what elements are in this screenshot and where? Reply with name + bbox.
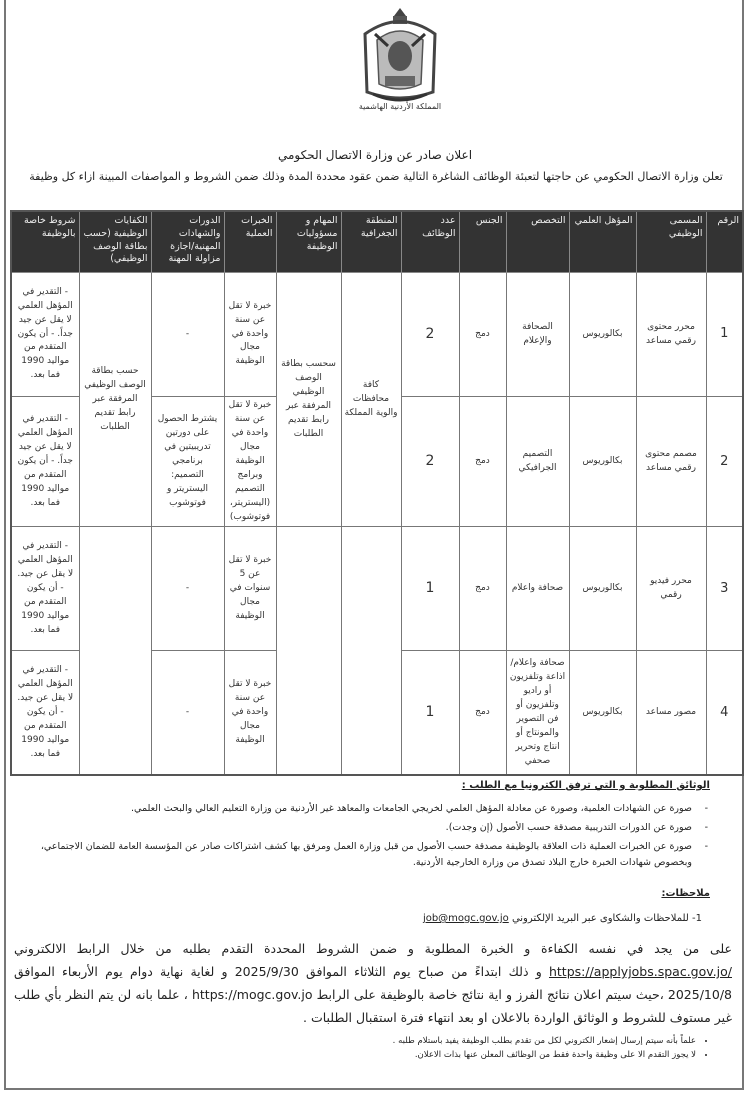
list-item: - صورة عن الشهادات العلمية، وصورة عن معادلة المؤهل العلمي لخريجي الجامعات والمعاهد غير الأردنية من وزارة التعليم العالي والبحث العلمي. [10, 801, 692, 816]
cell-qualification: بكالوريوس [569, 273, 636, 397]
header-competencies: الكفايات الوظيفية (حسب بطاقة الوصف الوظيفي) [79, 211, 151, 273]
site-link[interactable]: https://mogc.gov.jo [191, 987, 313, 1003]
cell-experience: خبرة لا تقل عن 5 سنوات في مجال الوظيفة [224, 527, 276, 651]
note-1-text: 1- للملاحظات والشكاوى عبر البريد الإلكتروني [511, 913, 702, 924]
cell-courses: - [151, 273, 224, 397]
header-qualification: المؤهل العلمي [569, 211, 636, 273]
cell-gender: دمج [459, 527, 506, 651]
header-gender: الجنس [459, 211, 506, 273]
header-courses: الدورات والشهادات المهنية/اجازة مزاولة المهنة [151, 211, 224, 273]
cell-qualification: بكالوريوس [569, 651, 636, 776]
header-experience: الخبرات العملية [224, 211, 276, 273]
application-paragraph [14, 937, 732, 1030]
header-count: عدد الوظائف [401, 211, 459, 273]
cell-region-empty [341, 527, 401, 776]
notes-bullets [10, 1036, 710, 1064]
cell-conditions: - التقدير في المؤهل العلمي لا يقل عن جيد. - أن يكون المتقدم من مواليد 1990 فما بعد. [11, 527, 79, 651]
table-row [11, 527, 743, 651]
jordan-coat-of-arms-icon [355, 4, 445, 116]
cell-tasks: سحسب بطاقة الوصف الوظيفي المرفقة عبر رابط تقديم الطلبات [276, 273, 341, 527]
cell-specialization: التصميم الجرافيكي [506, 397, 569, 527]
cell-job-title: محرر فيديو رقمي [636, 527, 706, 651]
cell-conditions: - التقدير في المؤهل العلمي لا يقل عن جيد جداً. - أن يكون المتقدم من مواليد 1990 فما بعد. [11, 397, 79, 527]
cell-gender: دمج [459, 397, 506, 527]
cell-conditions: - التقدير في المؤهل العلمي لا يقل عن جيد جداً. - أن يكون المتقدم من مواليد 1990 فما بعد. [11, 273, 79, 397]
list-item: - صورة عن الدورات التدريبية مصدقة حسب الأصول (إن وجدت). [10, 820, 692, 835]
list-item: • لا يجوز التقدم الا على وظيفة واحدة فقط من الوظائف المعلن عنها بذات الاعلان. [10, 1050, 696, 1060]
header-specialization: التخصص [506, 211, 569, 273]
announcement-subtitle: تعلن وزارة الاتصال الحكومي عن حاجتها لتعبئة الوظائف الشاغرة التالية ضمن عقود محددة المدة وذلك ضمن الشروط و المواصفات المبينة ازاء كل وظيفة [29, 170, 723, 183]
cell-specialization: صحافة واعلام [506, 527, 569, 651]
cell-competencies: حسب بطاقة الوصف الوظيفي المرفقة عبر رابط تقديم الطلبات [79, 273, 151, 527]
table-row [11, 273, 743, 397]
header-job-title: المسمى الوظيفي [636, 211, 706, 273]
logo-caption: المملكة الأردنية الهاشمية [358, 102, 442, 111]
cell-courses: - [151, 651, 224, 776]
list-item: - صورة عن الخبرات العملية ذات العلاقة بالوظيفة مصدقة حسب الأصول من قبل وزارة العمل ومرفق بها كشف اشتراكات صادر عن المؤسسة العامة للضمان الاجتماعي، وبخصوص شهادات الخبرة خارج البلاد تصدق من وزارة الخارجية الأردنية. [10, 839, 692, 869]
list-item: • علماً بأنه سيتم إرسال إشعار الكتروني لكل من تقدم بطلب الوظيفة يفيد باستلام طلبه . [10, 1036, 696, 1046]
notes-section [10, 888, 710, 930]
header-tasks: المهام و مسؤوليات الوظيفة [276, 211, 341, 273]
cell-job-title: مصمم محتوى رقمي مساعد [636, 397, 706, 527]
cell-specialization: الصحافة والإعلام [506, 273, 569, 397]
cell-number: 1 [706, 273, 743, 397]
header-conditions: شروط خاصة بالوظيفة [11, 211, 79, 273]
cell-experience: خبرة لا تقل عن سنة واحدة في مجال الوظيفة وبرامج التصميم (اليستريتر، فوتوشوب) [224, 397, 276, 527]
paragraph-text: ، علما بانه لن يتم النظر بأي طلب غير مستوف للشروط و الوثائق الواردة بالاعلان او بعد انتهاء فترة استقبال الطلبات . [14, 987, 732, 1026]
cell-count: 1 [401, 651, 459, 776]
cell-conditions: - التقدير في المؤهل العلمي لا يقل عن جيد. - أن يكون المتقدم من مواليد 1990 فما بعد. [11, 651, 79, 776]
cell-courses: - [151, 527, 224, 651]
cell-qualification: بكالوريوس [569, 397, 636, 527]
header-region: المنطقة الجغرافية [341, 211, 401, 273]
header-number: الرقم [706, 211, 743, 273]
cell-count: 2 [401, 273, 459, 397]
cell-job-title: محرر محتوى رقمي مساعد [636, 273, 706, 397]
cell-count: 1 [401, 527, 459, 651]
required-documents [10, 780, 710, 874]
cell-competencies-empty [79, 527, 151, 776]
documents-heading: الوثائق المطلوبة و التي ترفق الكترونيا مع الطلب : [461, 780, 710, 791]
paragraph-text: و ذلك ابتداءً من صباح يوم الثلاثاء الموافق 2025/9/30 و لغاية نهاية دوام يوم الأربعاء الموافق 2025/10/8 ،حيث سيتم اعلان نتائج الفرز و اية نتائج خاصة بالوظيفة على الرابط [14, 964, 732, 1003]
cell-tasks-empty [276, 527, 341, 776]
cell-gender: دمج [459, 273, 506, 397]
jobs-table [10, 210, 744, 776]
cell-specialization: صحافة واعلام/اذاعة وتلفزيون أو راديو وتلفزيون أو فن التصوير والمونتاج أو انتاج وتحرير صحفي [506, 651, 569, 776]
notes-heading: ملاحظات: [661, 888, 710, 899]
cell-number: 2 [706, 397, 743, 527]
cell-courses: يشترط الحصول على دورتين تدريبيتين في برنامجي التصميم: اليستريتر و فوتوشوب [151, 397, 224, 527]
cell-qualification: بكالوريوس [569, 527, 636, 651]
table-header-row [11, 211, 743, 273]
cell-job-title: مصور مساعد [636, 651, 706, 776]
cell-count: 2 [401, 397, 459, 527]
apply-link[interactable]: https://applyjobs.spac.gov.jo/ [548, 964, 732, 980]
paragraph-text: على من يجد في نفسه الكفاءة و الخبرة المطلوبة و ضمن الشروط المحددة التقدم بطلبه من خلال الرابط الالكتروني [14, 941, 732, 956]
note-1 [10, 913, 702, 924]
cell-experience: خبرة لا تقل عن سنة واحدة في مجال الوظيفة [224, 651, 276, 776]
cell-number: 4 [706, 651, 743, 776]
announcement-title: اعلان صادر عن وزارة الاتصال الحكومي [277, 148, 473, 162]
cell-number: 3 [706, 527, 743, 651]
cell-region: كافة محافظات والوية المملكة [341, 273, 401, 527]
cell-gender: دمج [459, 651, 506, 776]
cell-experience: خبرة لا تقل عن سنة واحدة في مجال الوظيفة [224, 273, 276, 397]
email-link[interactable]: job@mogc.gov.jo [422, 913, 509, 924]
